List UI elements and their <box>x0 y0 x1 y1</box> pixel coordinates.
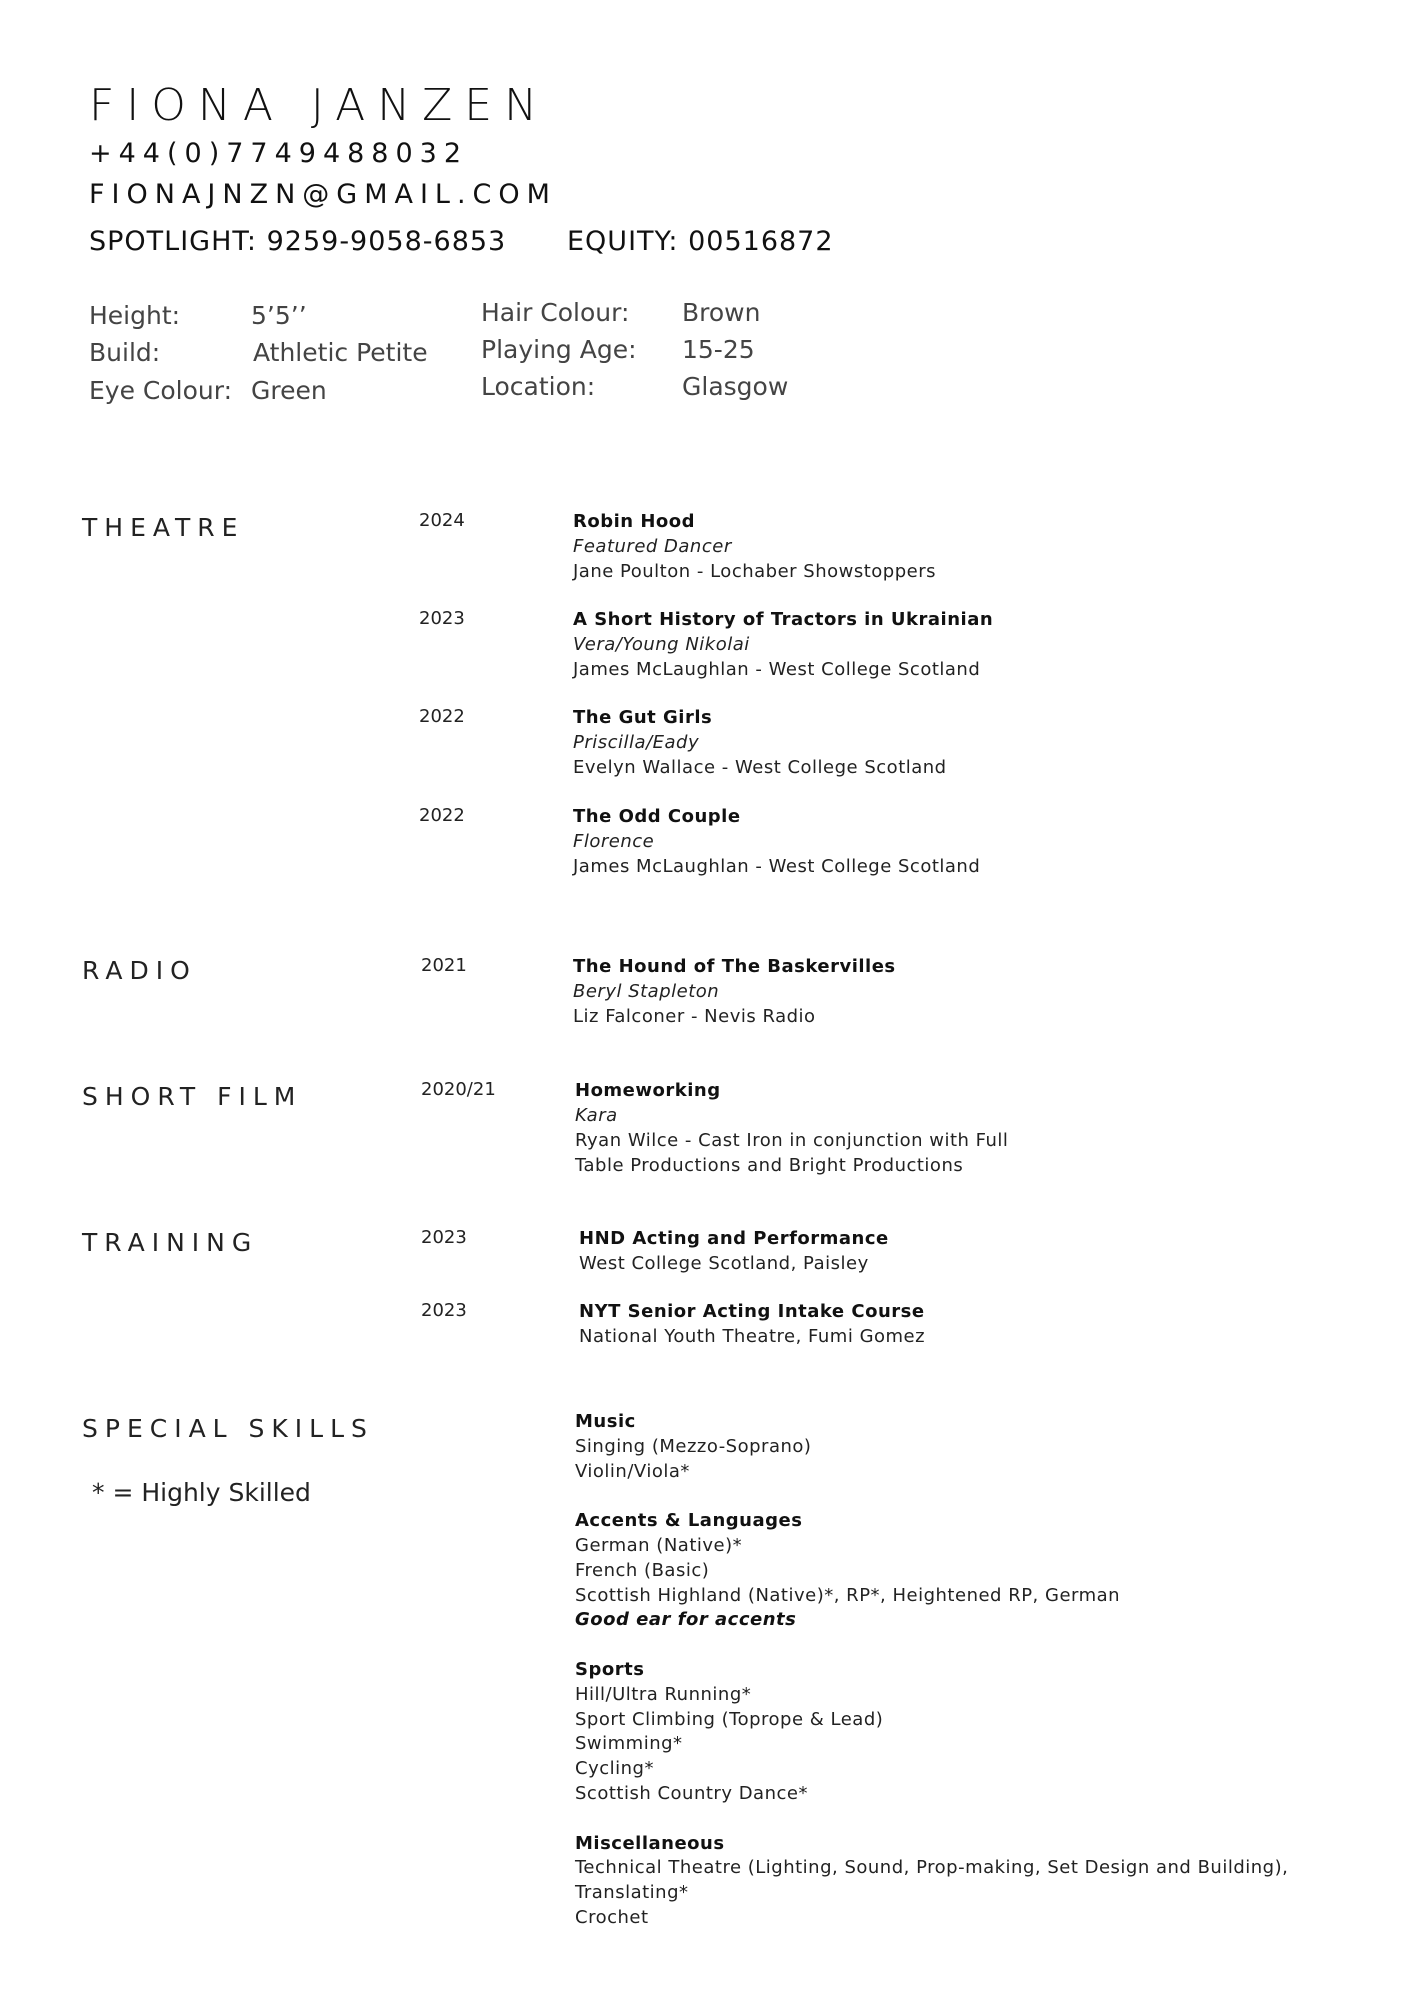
course-title: HND Acting and Performance <box>579 1228 889 1249</box>
role: Florence <box>573 831 655 852</box>
skill-item: Sport Climbing (Toprope & Lead) <box>575 1708 884 1730</box>
skill-item: Scottish Highland (Native)*, RP*, Heightened RP, German <box>575 1584 1121 1606</box>
director-company: Table Productions and Bright Productions <box>575 1155 964 1176</box>
spotlight-number: SPOTLIGHT: 9259-9058-6853 <box>89 226 507 257</box>
production-title: The Hound of The Baskervilles <box>573 956 896 977</box>
director-company: Jane Poulton - Lochaber Showstoppers <box>573 561 936 582</box>
course-title: NYT Senior Acting Intake Course <box>579 1301 925 1322</box>
credit-year: 2022 <box>419 706 465 727</box>
skill-item: Singing (Mezzo-Soprano) <box>575 1435 812 1457</box>
director-company: Evelyn Wallace - West College Scotland <box>573 757 947 778</box>
director-company: James McLaughlan - West College Scotland <box>573 856 981 877</box>
email-address: FIONAJNZN@GMAIL.COM <box>89 179 557 210</box>
skill-heading-accents: Accents & Languages <box>575 1510 803 1532</box>
section-theatre: THEATRE <box>82 513 245 542</box>
production-title: Robin Hood <box>573 511 696 532</box>
skill-legend: * = Highly Skilled <box>92 1478 311 1507</box>
credit-year: 2020/21 <box>421 1079 496 1100</box>
skill-heading-music: Music <box>575 1411 636 1432</box>
skill-item: Violin/Viola* <box>575 1460 690 1482</box>
height-value: 5’5’’ <box>251 301 307 330</box>
playing-age-label: Playing Age: <box>481 335 637 364</box>
skill-item: Cycling* <box>575 1758 654 1780</box>
role: Vera/Young Nikolai <box>573 634 750 655</box>
build-value: Athletic Petite <box>253 338 428 367</box>
director-company: Liz Falconer - Nevis Radio <box>573 1006 816 1027</box>
skill-emphasis: Good ear for accents <box>575 1609 797 1631</box>
credit-year: 2022 <box>419 805 465 826</box>
credit-entry <box>573 705 947 780</box>
role: Priscilla/Eady <box>573 732 700 753</box>
equity-number: EQUITY: 00516872 <box>567 226 834 257</box>
location-label: Location: <box>481 372 596 401</box>
height-label: Height: <box>89 301 181 330</box>
section-special-skills: SPECIAL SKILLS <box>82 1414 374 1443</box>
role: Kara <box>575 1105 618 1126</box>
training-year: 2023 <box>421 1300 467 1321</box>
skill-heading-misc: Miscellaneous <box>575 1832 725 1854</box>
candidate-name: FIONA JANZEN <box>89 80 549 131</box>
credit-year: 2021 <box>421 955 467 976</box>
skill-item: Crochet <box>575 1906 649 1928</box>
production-title: The Odd Couple <box>573 806 741 827</box>
skill-item: Scottish Country Dance* <box>575 1782 808 1804</box>
production-title: A Short History of Tractors in Ukrainian <box>573 609 994 630</box>
credit-entry <box>573 607 993 682</box>
skill-item: Technical Theatre (Lighting, Sound, Prop-making, Set Design and Building), <box>575 1857 1289 1879</box>
role: Beryl Stapleton <box>573 981 720 1002</box>
skill-item: French (Basic) <box>575 1559 710 1581</box>
phone-number: +44(0)7749488032 <box>89 138 469 169</box>
director-company: Ryan Wilce - Cast Iron in conjunction with Full <box>575 1130 1009 1151</box>
credit-entry <box>573 804 980 879</box>
skill-item: Swimming* <box>575 1733 683 1755</box>
section-training: TRAINING <box>82 1228 259 1257</box>
role: Featured Dancer <box>573 536 732 557</box>
production-title: The Gut Girls <box>573 707 713 728</box>
skill-item: Hill/Ultra Running* <box>575 1683 752 1705</box>
production-title: Homeworking <box>575 1080 721 1101</box>
eye-colour-label: Eye Colour: <box>89 376 233 405</box>
training-entry <box>579 1226 889 1276</box>
hair-colour-label: Hair Colour: <box>481 298 630 327</box>
credit-entry <box>573 509 936 584</box>
course-detail: National Youth Theatre, Fumi Gomez <box>579 1326 926 1347</box>
playing-age-value: 15-25 <box>682 335 755 364</box>
credit-entry <box>575 1078 1008 1178</box>
section-radio: RADIO <box>82 956 197 985</box>
build-label: Build: <box>89 338 161 367</box>
training-year: 2023 <box>421 1227 467 1248</box>
section-short-film: SHORT FILM <box>82 1082 303 1111</box>
credit-year: 2024 <box>419 510 465 531</box>
credit-year: 2023 <box>419 608 465 629</box>
skill-item: Translating* <box>575 1882 689 1904</box>
training-entry <box>579 1299 925 1349</box>
location-value: Glasgow <box>682 372 789 401</box>
director-company: James McLaughlan - West College Scotland <box>573 659 981 680</box>
course-detail: West College Scotland, Paisley <box>579 1253 869 1274</box>
credit-entry <box>573 954 896 1029</box>
skills-list <box>575 1410 1288 1931</box>
skill-heading-sports: Sports <box>575 1658 645 1680</box>
eye-colour-value: Green <box>251 376 327 405</box>
hair-colour-value: Brown <box>682 298 761 327</box>
skill-item: German (Native)* <box>575 1534 743 1556</box>
